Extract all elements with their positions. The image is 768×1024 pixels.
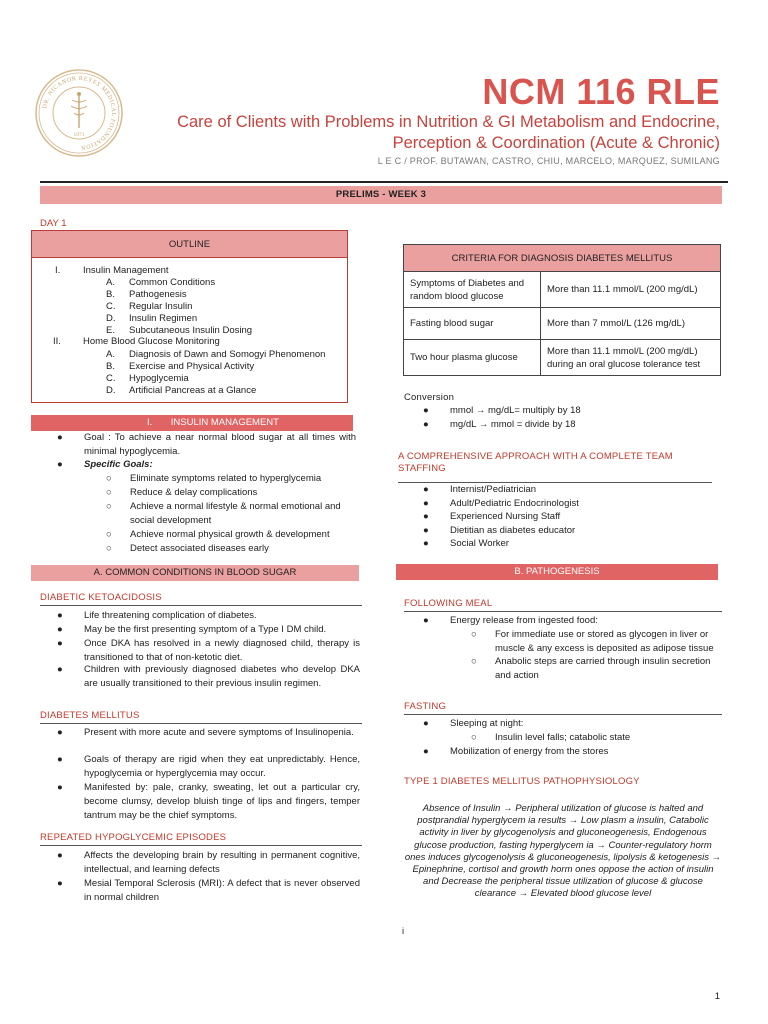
divider — [40, 723, 362, 724]
page-number: 1 — [714, 991, 720, 1002]
outline-item: B. Exercise and Physical Activity — [106, 361, 255, 372]
fasting-item: ● Sleeping at night: — [423, 718, 524, 729]
seal-text: DR. NICANOR REYES MEDICAL FOUNDATION — [42, 75, 117, 151]
table-row — [404, 272, 721, 308]
type1-heading: TYPE 1 DIABETES MELLITUS PATHOPHYSIOLOGY — [404, 776, 640, 787]
criteria-heading: CRITERIA FOR DIAGNOSIS DIABETES MELLITUS — [404, 245, 721, 272]
team-item: ● Experienced Nursing Staff — [423, 511, 561, 522]
team-item: ● Social Worker — [423, 538, 509, 549]
outline-item: D. Artificial Pancreas at a Glance — [106, 385, 257, 396]
team-item: ● Internist/Pediatrician — [423, 484, 537, 495]
section-heading-pathogenesis: B. PATHOGENESIS — [396, 564, 718, 580]
stray-mark: i — [402, 926, 405, 937]
rhe-heading: REPEATED HYPOGLYCEMIC EPISODES — [40, 832, 227, 843]
type1-pathophysiology-paragraph: Absence of Insulin → Peripheral utilization of glucose is halted and postprandial hyperglycem ia results → Low plasm a insulin, Catabolic activity in liver by glycogenolysis and gluconeogenesis, Endogenous glucose production, fasting hyperglycem ia → Counter-regulatory horm ones induces glycogenolysis & gluconeogenesis, lipolysis & ketogenesis → Epinephrine, cortisol and growth horm ones oppose the action of insulin and Decrease the peripheral tissue utilization of glucose & glucose clearance → Elevated blood glucose level — [404, 803, 722, 900]
conversion-item: ● mmol → mg/dL= multiply by 18 — [423, 405, 581, 416]
criteria-value: More than 7 mmol/L (126 mg/dL) — [541, 308, 721, 340]
rhe-item: ● Mesial Temporal Sclerosis (MRI): A defect that is never observed in normal children — [57, 878, 360, 903]
dm-heading: DIABETES MELLITUS — [40, 710, 140, 721]
goal-item: ● Goal : To achieve a near normal blood sugar at all times with minimal hypoglycemia. — [57, 432, 356, 457]
dka-heading: DIABETIC KETOACIDOSIS — [40, 592, 162, 603]
conversion-title: Conversion — [404, 392, 455, 403]
section-heading-insulin-management: I. INSULIN MANAGEMENT — [31, 415, 353, 431]
divider — [404, 714, 722, 715]
specific-goal-item: ○ Achieve normal physical growth & development — [106, 529, 330, 540]
criteria-table — [403, 244, 721, 376]
document-authors: L E C / PROF. BUTAWAN, CASTRO, CHIU, MARCELO, MARQUEZ, SUMILANG — [377, 156, 720, 166]
divider — [404, 611, 722, 612]
day-label: DAY 1 — [40, 218, 67, 229]
header-divider — [40, 181, 728, 183]
dm-item: ● Goals of therapy are rigid when they eat unpredictably. Hence, hypoglycemia or hyperglycemia may occur. — [57, 754, 360, 779]
outline-item: A. Diagnosis of Dawn and Somogyi Phenomenon — [106, 349, 326, 360]
seal-year: 1971 — [73, 132, 85, 138]
section-heading-common-conditions: A. COMMON CONDITIONS IN BLOOD SUGAR — [31, 565, 359, 581]
team-heading: A COMPREHENSIVE APPROACH WITH A COMPLETE TEAM STAFFING — [398, 451, 673, 474]
conversion-item: ● mg/dL → mmol = divide by 18 — [423, 419, 576, 430]
dm-item: ● Manifested by: pale, cranky, sweating, let out a particular cry, become clumsy, develop bluish tinge of lips and fingers, temper tantrum may be the chief symptoms. — [57, 782, 360, 821]
team-item: ● Adult/Pediatric Endocrinologist — [423, 498, 579, 509]
outline-item: C. Regular Insulin — [106, 301, 193, 312]
criteria-value: More than 11.1 mmol/L (200 mg/dL) — [541, 272, 721, 308]
specific-goal-item: ○ Eliminate symptoms related to hyperglycemia — [106, 473, 322, 484]
table-row — [404, 308, 721, 340]
outline-item: E. Subcutaneous Insulin Dosing — [106, 325, 253, 336]
fasting-item: ● Mobilization of energy from the stores — [423, 746, 609, 757]
specific-goal-item: ○ Achieve a normal lifestyle & normal emotional and social development — [106, 501, 341, 526]
outline-heading: OUTLINE — [32, 231, 347, 258]
outline-item: B. Pathogenesis — [106, 289, 187, 300]
following-meal-heading: FOLLOWING MEAL — [404, 598, 493, 609]
outline-item: A. Common Conditions — [106, 277, 216, 288]
criteria-label: Two hour plasma glucose — [404, 340, 541, 376]
fasting-heading: FASTING — [404, 701, 447, 712]
team-item: ● Dietitian as diabetes educator — [423, 525, 576, 536]
divider — [40, 605, 362, 606]
specific-goal-item: ○ Detect associated diseases early — [106, 543, 269, 554]
week-band: PRELIMS - WEEK 3 — [40, 186, 722, 204]
following-meal-item: ● Energy release from ingested food: — [423, 615, 598, 626]
criteria-label: Fasting blood sugar — [404, 308, 541, 340]
dka-item: ● Children with previously diagnosed diabetes who develop DKA are usually transitioned to their previous insulin regimen. — [57, 664, 360, 689]
dm-item: ● Present with more acute and severe symptoms of Insulinopenia. — [57, 727, 354, 738]
specific-goals-label: ● Specific Goals: — [57, 459, 153, 470]
document-title: NCM 116 RLE — [482, 71, 720, 112]
criteria-value: More than 11.1 mmol/L (200 mg/dL) during an oral glucose tolerance test — [541, 340, 721, 376]
table-header-row — [404, 245, 721, 272]
dka-item: ● May be the first presenting symptom of a Type I DM child. — [57, 624, 327, 635]
outline-item: I. Insulin Management — [55, 265, 169, 276]
outline-item: II. Home Blood Glucose Monitoring — [53, 336, 220, 347]
rhe-item: ● Affects the developing brain by resulting in permanent cognitive, intellectual, and learning defects — [57, 850, 360, 875]
dka-item: ● Once DKA has resolved in a newly diagnosed child, therapy is transitioned to that of non-ketotic diet. — [57, 638, 360, 663]
following-meal-sub-item: ○ Anabolic steps are carried through insulin secretion and action — [471, 656, 711, 681]
fasting-sub-item: ○ Insulin level falls; catabolic state — [471, 732, 631, 743]
outline-item: D. Insulin Regimen — [106, 313, 198, 324]
document-subtitle: Care of Clients with Problems in Nutrition & GI Metabolism and Endocrine, Perception & Coordination (Acute & Chronic) — [177, 113, 720, 153]
table-row — [404, 340, 721, 376]
specific-goal-item: ○ Reduce & delay complications — [106, 487, 258, 498]
outline-item: C. Hypoglycemia — [106, 373, 189, 384]
divider — [40, 845, 362, 846]
criteria-label: Symptoms of Diabetes and random blood glucose — [404, 272, 541, 308]
following-meal-sub-item: ○ For immediate use or stored as glycogen in liver or muscle & any excess is deposited as adipose tissue — [471, 629, 714, 654]
institution-seal — [34, 68, 124, 158]
dka-item: ● Life threatening complication of diabetes. — [57, 610, 257, 621]
